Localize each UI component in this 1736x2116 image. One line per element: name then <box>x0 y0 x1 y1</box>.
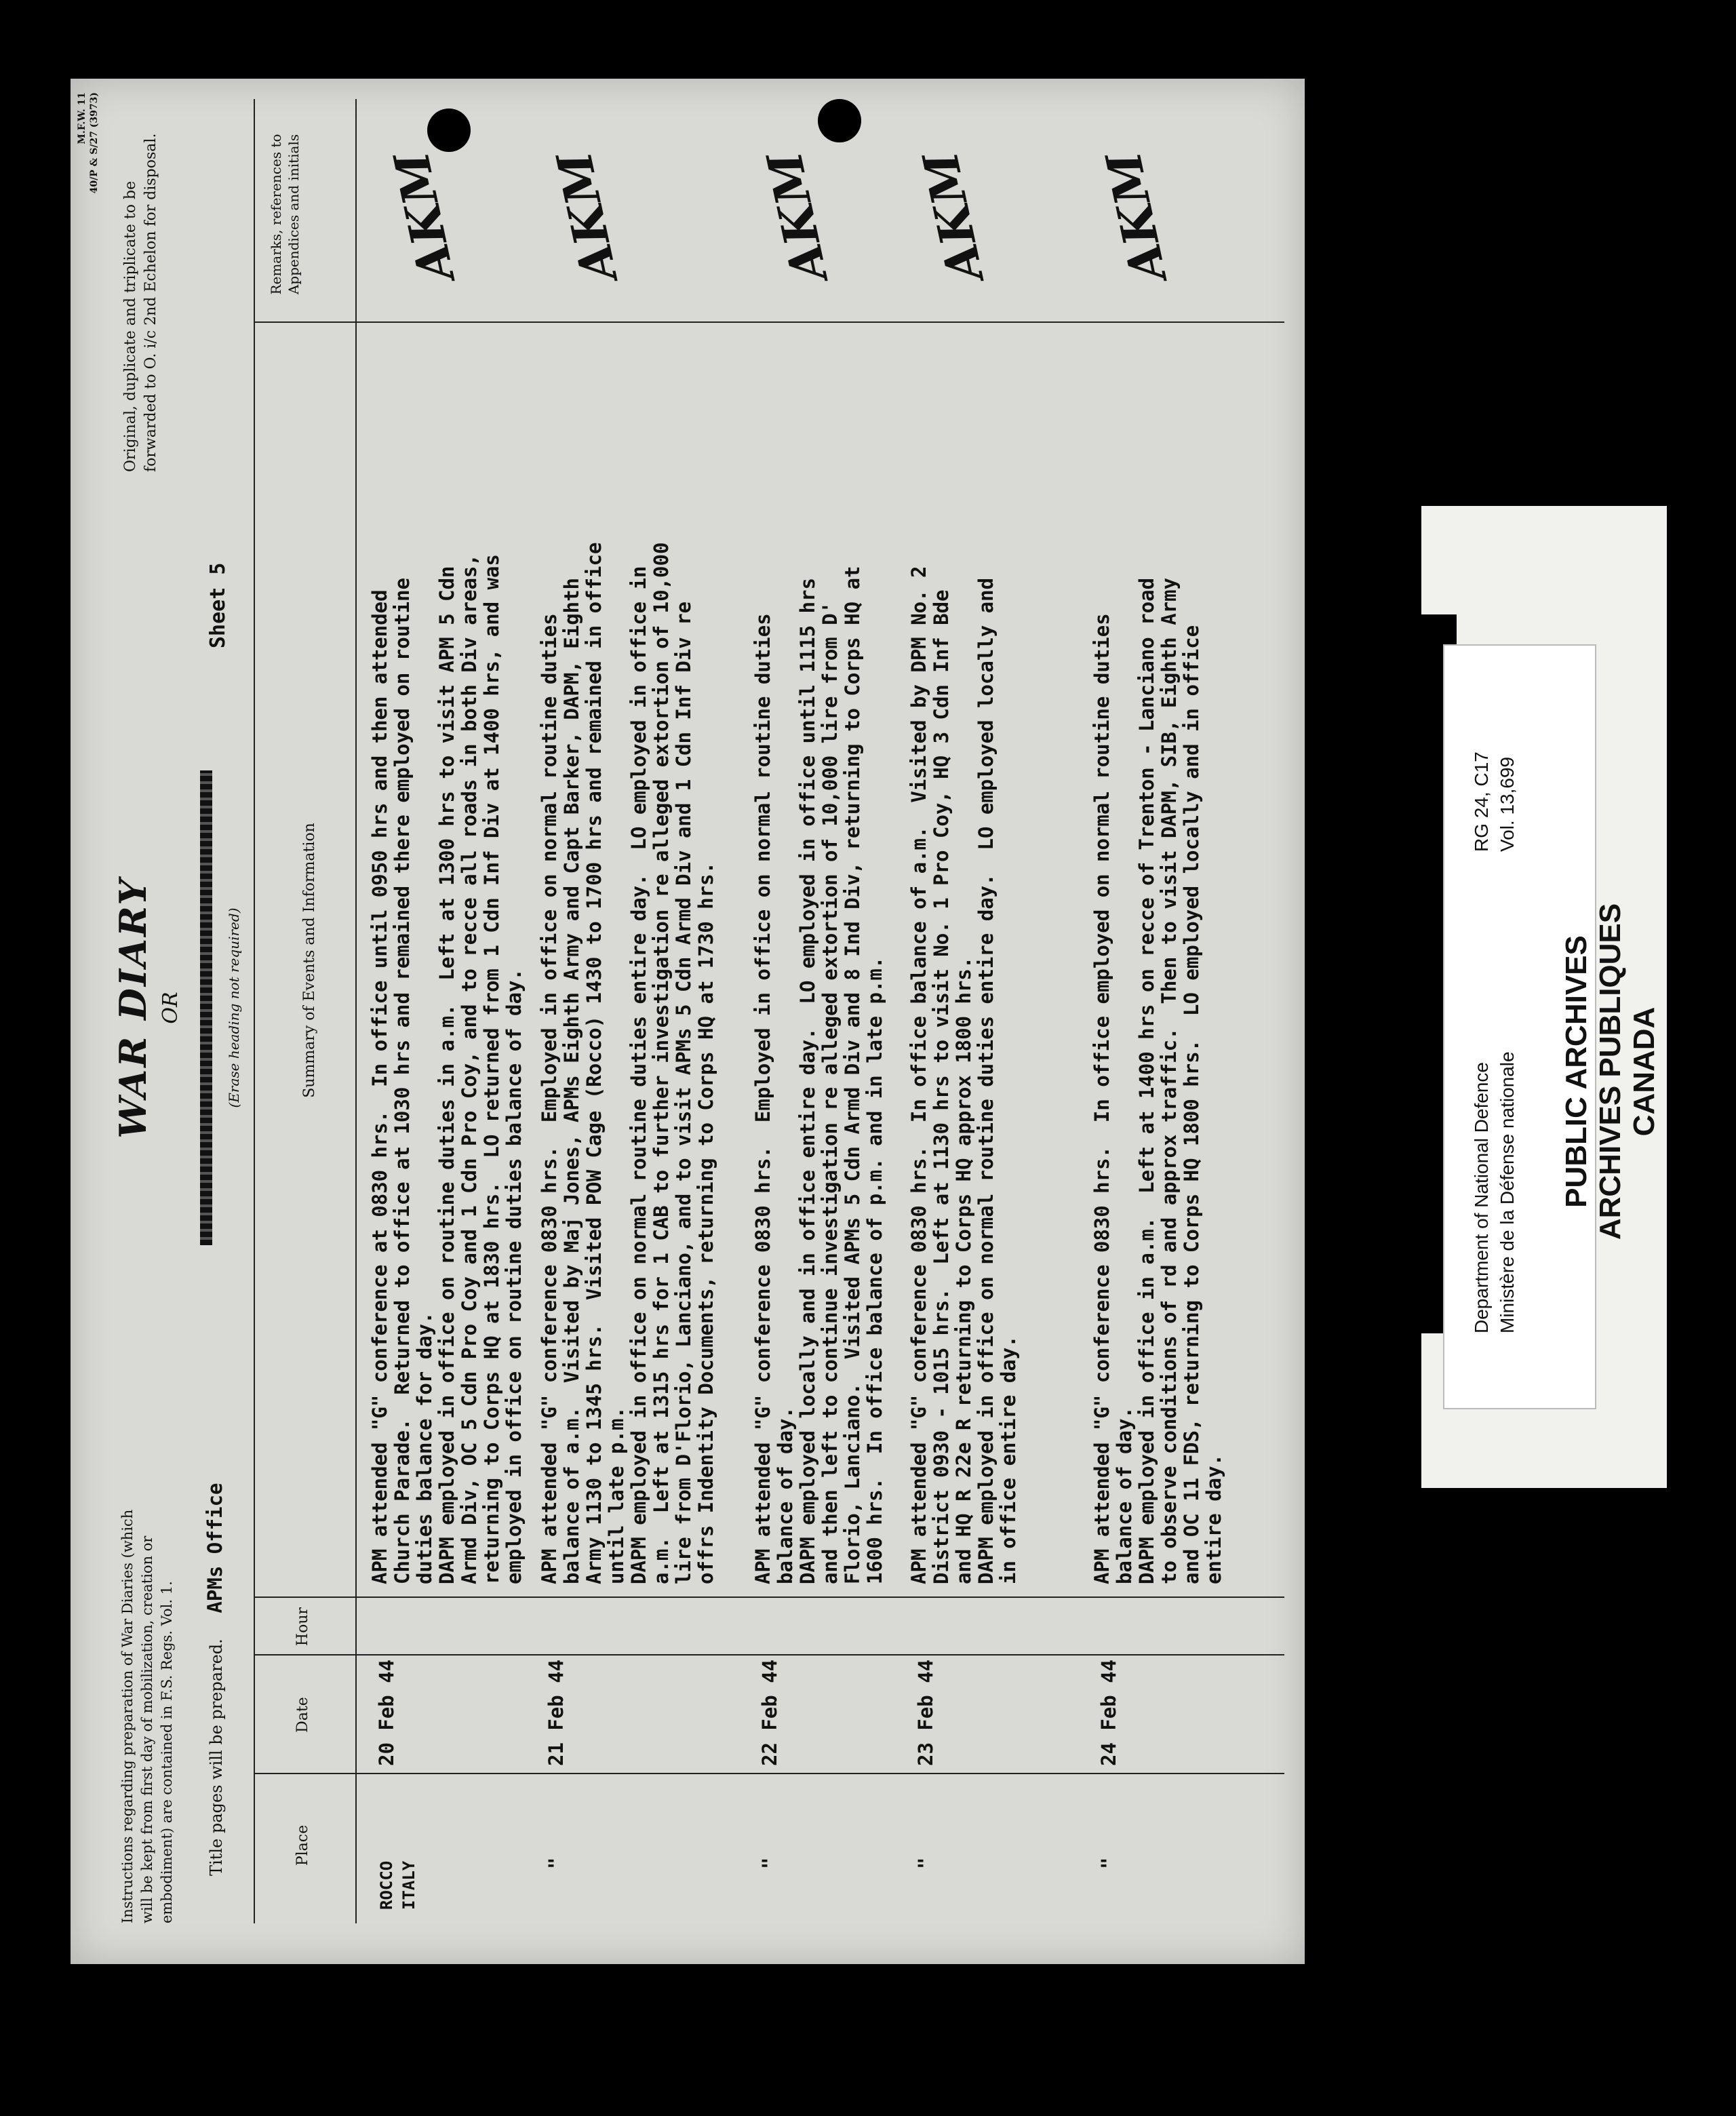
sheet-number: Sheet 5 <box>206 562 230 648</box>
entry-3-initials: AKM <box>755 146 839 287</box>
entry-4-summary: APM attended "G" conference 0830 hrs. In office balance of a.m. Visited by DPM No. 2 District 0930 - 1015 hrs. Left at 1130 hrs to visit No. 1 Pro Coy, HQ 3 Cdn Inf Bde and HQ R 22e R returning to Corps HQ approx 1800 hrs. DAPM employed in office on normal routine duties entire day. LO employed locally and in office entire day. <box>907 566 1020 1584</box>
struck-out-heading <box>200 770 212 1245</box>
war-diary-title: WAR DIARY <box>111 877 155 1139</box>
war-diary-sheet <box>71 79 1305 1964</box>
title-pages-label: Title pages will be prepared. <box>207 1639 226 1876</box>
reference-text: RG 24, C17 Vol. 13,699 <box>1471 751 1518 852</box>
entry-3-place: " <box>758 1857 781 1869</box>
archives-stamp-text: PUBLIC ARCHIVES ARCHIVES PUBLIQUES CANADA <box>1560 903 1661 1240</box>
archives-stamp <box>1560 814 1695 1329</box>
entry-1-initials: AKM <box>382 146 466 287</box>
col-rule-1 <box>254 1773 1284 1774</box>
entry-1-summary: APM attended "G" conference at 0830 hrs. In office until 0950 hrs and then attended Church Parade. Returned to office at 1030 hrs and remained there employed on routine duties balance for day. DAPM employed in office on routine duties in a.m. Left at 1300 hrs to visit APM 5 Cdn Armd Div, OC 5 Cdn Pro Coy and 1 Cdn Pro Coy, and to recce all roads in both Div areas, returning to Corps HQ at 1830 hrs. LO returned from 1 Cdn Inf Div at 1400 hrs, and was employed in office on routine duties balance of day. <box>368 554 526 1584</box>
war-diary-heading-block <box>111 757 242 1259</box>
disposal-note: Original, duplicate and triplicate to be forwarded to O. i/c 2nd Echelon for disposal. <box>122 133 159 472</box>
header-rule <box>355 99 357 1923</box>
entry-2-place: " <box>545 1857 568 1869</box>
col-header-remarks: Remarks, references to Appendices and initials <box>268 134 302 295</box>
entry-2-date: 21 Feb 44 <box>545 1659 568 1766</box>
col-rule-3 <box>254 1596 1284 1598</box>
col-header-date: Date <box>294 1697 311 1733</box>
entry-4-place: " <box>914 1857 937 1869</box>
rotated-form <box>71 79 1305 1964</box>
col-header-hour: Hour <box>294 1607 311 1647</box>
department-text: Department of National Defence Ministère de la Défense nationale <box>1471 1051 1518 1333</box>
col-rule-4 <box>254 321 1284 323</box>
col-header-summary: Summary of Events and Information <box>301 823 318 1098</box>
erase-heading-note: (Erase heading not required) <box>226 907 242 1108</box>
col-header-place: Place <box>294 1824 311 1866</box>
title-pages-value: APMs Office <box>203 1483 226 1613</box>
entry-3-date: 22 Feb 44 <box>758 1659 781 1766</box>
entry-4-date: 23 Feb 44 <box>914 1659 937 1766</box>
entry-2-summary: APM attended "G" conference 0830 hrs. Employed in office on normal routine duties balance of a.m. Visited by Maj Jones, APMs Eighth Army and Capt Barker, DAPM, Eighth Army 1130 to 1345 hrs. Visited POW Cage (Rocco) 1430 to 1700 hrs and remained in office until late p.m. DAPM employed in office on normal routine duties entire day. LO employed in office in a.m. Left at 1315 hrs for 1 CAB to further investigation re alleged extortion of 10,000 lire from D'Florio, Lanciano, and to visit APMs 5 Cdn Armd Div and 1 Cdn Inf Div re offrs Indentity Documents, returning to Corps HQ at 1730 hrs. <box>538 542 717 1584</box>
form-number: M.F.W. 11 40/P & S/27 (3973) <box>77 92 100 194</box>
entry-3-summary: APM attended "G" conference 0830 hrs. Employed in office on normal routine duties balance of day. DAPM employed locally and in office entire day. LO employed in office until 1115 hrs and then left to continue investigation re alleged extortion of 10,000 lire from D' Florio, Lanciano. Visited APMs 5 Cdn Armd Div and 8 Ind Div, returning to Corps HQ at 1600 hrs. In office balance of p.m. and in late p.m. <box>751 566 886 1584</box>
or-text: OR <box>159 992 182 1024</box>
instructions-text: Instructions regarding preparation of War Diaries (which will be kept from first day of mobilization, creation or embodiment) are contained in F.S. Regs. Vol. 1. <box>119 1509 175 1923</box>
entry-5-date: 24 Feb 44 <box>1097 1659 1120 1766</box>
title-pages-line <box>203 1483 226 1877</box>
entry-2-initials: AKM <box>545 146 629 287</box>
entry-1-place: ROCCO ITALY <box>377 1860 418 1910</box>
col-rule-2 <box>254 1654 1284 1655</box>
entry-5-place: " <box>1097 1857 1120 1869</box>
table-top-rule <box>254 99 255 1923</box>
diary-table <box>254 99 1284 1923</box>
entry-5-initials: AKM <box>1094 146 1178 287</box>
entry-1-date: 20 Feb 44 <box>375 1659 398 1766</box>
entry-5-summary: APM attended "G" conference 0830 hrs. In office employed on normal routine duties balance of day. DAPM employed in office in a.m. Left at 1400 hrs on recce of Trenton - Lanciano road to observe conditions of rd and approx traffic. Then to visit DAPM, SIB, Eighth Army and OC 11 FDS, returning to Corps HQ 1800 hrs. LO employed locally and in office entire day. <box>1090 577 1225 1584</box>
entry-4-initials: AKM <box>911 146 995 287</box>
